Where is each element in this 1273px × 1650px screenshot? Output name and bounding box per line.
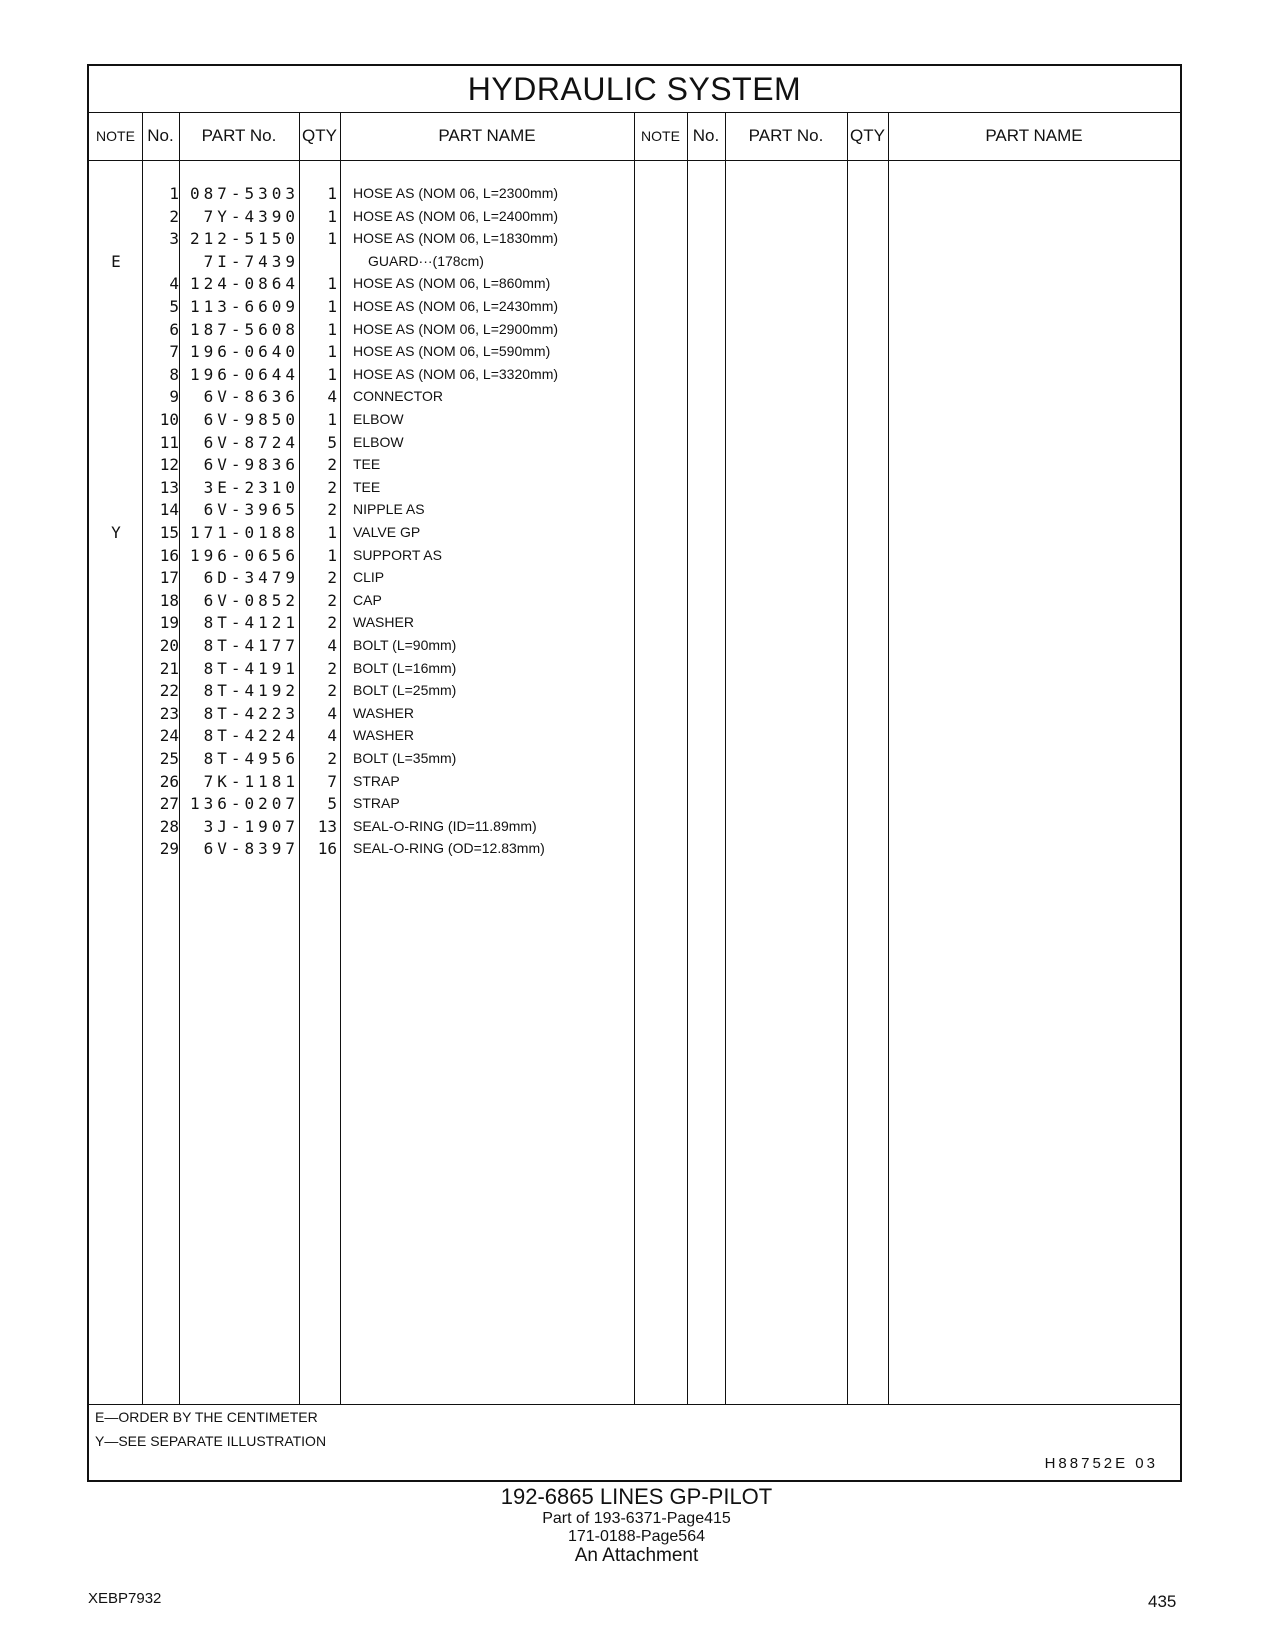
row-part-number: 6V-9850 bbox=[203, 410, 299, 429]
footnote-y: Y—SEE SEPARATE ILLUSTRATION bbox=[95, 1433, 327, 1449]
row-part-number: 8T-4223 bbox=[203, 703, 299, 723]
header-part-name: PART NAME bbox=[438, 126, 536, 145]
row-number: 25 bbox=[159, 749, 179, 768]
row-part-number: 3J-1907 bbox=[203, 816, 299, 836]
row-quantity: 1 bbox=[327, 206, 337, 226]
footnote-e: E—ORDER BY THE CENTIMETER bbox=[95, 1409, 318, 1425]
row-part-number: 6V-8724 bbox=[203, 432, 299, 452]
row-part-name: SEAL-O-RING (ID=11.89mm) bbox=[353, 817, 537, 834]
table-row bbox=[89, 815, 689, 838]
row-part-name: HOSE AS (NOM 06, L=1830mm) bbox=[353, 230, 559, 247]
row-quantity: 1 bbox=[327, 319, 337, 339]
row-part-number: 3E-2310 bbox=[203, 477, 299, 497]
table-row bbox=[89, 476, 689, 499]
row-part-name: HOSE AS (NOM 06, L=2900mm) bbox=[353, 320, 559, 337]
row-part-name: ELBOW bbox=[353, 433, 404, 450]
row-part-name: BOLT (L=90mm) bbox=[353, 637, 457, 653]
table-footer bbox=[89, 1404, 1180, 1472]
row-number: 28 bbox=[159, 816, 179, 836]
row-part-number: 8T-4192 bbox=[203, 681, 299, 701]
table-row bbox=[89, 566, 689, 589]
table-row bbox=[89, 611, 689, 634]
header-no-right: No. bbox=[692, 126, 720, 145]
row-number: 22 bbox=[159, 681, 179, 701]
table-row bbox=[89, 679, 689, 702]
row-quantity: 2 bbox=[327, 500, 337, 520]
row-part-name: WASHER bbox=[353, 727, 414, 744]
table-row bbox=[89, 770, 689, 793]
column-divider bbox=[847, 112, 848, 1404]
row-number: 24 bbox=[159, 726, 179, 746]
header-note: NOTE bbox=[96, 128, 135, 144]
page-number: 435 bbox=[1148, 1592, 1177, 1611]
table-row bbox=[89, 431, 689, 454]
row-quantity: 4 bbox=[327, 726, 337, 746]
row-quantity: 4 bbox=[327, 636, 337, 655]
row-quantity: 2 bbox=[327, 455, 337, 475]
parts-table bbox=[87, 64, 1182, 1482]
row-part-name: BOLT (L=35mm) bbox=[353, 750, 457, 766]
row-part-number: 6V-0852 bbox=[203, 590, 299, 610]
row-part-name: HOSE AS (NOM 06, L=2300mm) bbox=[353, 185, 559, 201]
row-quantity: 13 bbox=[317, 816, 337, 836]
row-part-name: HOSE AS (NOM 06, L=860mm) bbox=[353, 275, 551, 292]
row-part-name: BOLT (L=16mm) bbox=[353, 659, 457, 676]
header-part-name-right: PART NAME bbox=[985, 126, 1083, 145]
row-part-number: 124-0864 bbox=[189, 274, 299, 294]
row-number: 8 bbox=[169, 364, 179, 384]
row-quantity: 5 bbox=[327, 432, 337, 452]
drawing-code: H88752E 03 bbox=[1044, 1455, 1158, 1472]
row-part-name: SUPPORT AS bbox=[353, 546, 442, 563]
row-number: 2 bbox=[169, 206, 179, 226]
row-quantity: 2 bbox=[327, 590, 337, 610]
row-number: 4 bbox=[169, 274, 179, 294]
row-quantity: 1 bbox=[327, 523, 337, 542]
table-row bbox=[89, 385, 689, 408]
table-row bbox=[89, 295, 689, 318]
row-part-name: HOSE AS (NOM 06, L=2430mm) bbox=[353, 298, 559, 314]
row-part-number: 212-5150 bbox=[189, 229, 299, 249]
row-number: 16 bbox=[159, 545, 179, 565]
row-part-number: 087-5303 bbox=[189, 184, 299, 203]
row-quantity: 5 bbox=[327, 794, 337, 814]
row-part-number: 6D-3479 bbox=[203, 568, 299, 588]
row-part-number: 113-6609 bbox=[189, 297, 299, 316]
table-row bbox=[89, 634, 689, 657]
row-part-number: 6V-9836 bbox=[203, 455, 299, 475]
row-quantity: 1 bbox=[327, 364, 337, 384]
row-part-name: TEE bbox=[353, 478, 381, 495]
row-number: 9 bbox=[169, 387, 179, 407]
row-quantity: 2 bbox=[327, 568, 337, 588]
caption-title: 192-6865 LINES GP-PILOT bbox=[500, 1484, 773, 1509]
row-number: 3 bbox=[169, 229, 179, 249]
table-row bbox=[89, 724, 689, 747]
row-quantity: 2 bbox=[327, 749, 337, 768]
table-row bbox=[89, 318, 689, 341]
row-quantity: 4 bbox=[327, 703, 337, 723]
row-number: 12 bbox=[159, 455, 179, 475]
row-quantity: 2 bbox=[327, 477, 337, 497]
row-part-name: HOSE AS (NOM 06, L=590mm) bbox=[353, 343, 551, 360]
row-part-name: STRAP bbox=[353, 772, 400, 789]
row-number: 17 bbox=[159, 568, 179, 588]
row-quantity: 16 bbox=[317, 839, 337, 859]
row-quantity: 2 bbox=[327, 658, 337, 678]
table-row bbox=[89, 227, 689, 250]
row-quantity: 1 bbox=[327, 184, 337, 203]
table-row bbox=[89, 589, 689, 612]
table-row bbox=[89, 340, 689, 363]
row-number: 19 bbox=[159, 613, 179, 633]
table-row bbox=[89, 363, 689, 386]
row-part-number: 7Y-4390 bbox=[203, 206, 299, 226]
row-quantity: 1 bbox=[327, 410, 337, 429]
row-quantity: 2 bbox=[327, 681, 337, 701]
row-part-number: 171-0188 bbox=[189, 523, 299, 542]
column-divider bbox=[888, 112, 889, 1404]
table-row bbox=[89, 272, 689, 295]
header-note-right: NOTE bbox=[641, 128, 680, 144]
header-qty-right: QTY bbox=[850, 126, 885, 145]
caption-part-of: Part of 193-6371-Page415 bbox=[542, 1510, 731, 1527]
row-number: 20 bbox=[159, 636, 179, 655]
row-quantity: 1 bbox=[327, 342, 337, 362]
row-quantity: 1 bbox=[327, 229, 337, 249]
row-part-number: 8T-4191 bbox=[203, 658, 299, 678]
table-row bbox=[89, 408, 689, 431]
row-quantity: 1 bbox=[327, 274, 337, 294]
row-part-number: 136-0207 bbox=[189, 794, 299, 814]
caption-reference: 171-0188-Page564 bbox=[567, 1528, 705, 1545]
row-part-number: 6V-8636 bbox=[203, 387, 299, 407]
row-part-number: 8T-4177 bbox=[203, 636, 299, 655]
table-row bbox=[89, 657, 689, 680]
row-part-name: BOLT (L=25mm) bbox=[353, 682, 457, 699]
row-note: E bbox=[111, 251, 121, 271]
row-part-name: WASHER bbox=[353, 614, 414, 631]
row-number: 18 bbox=[159, 590, 179, 610]
document-number: XEBP7932 bbox=[88, 1590, 162, 1607]
row-quantity: 2 bbox=[327, 613, 337, 633]
row-number: 21 bbox=[159, 658, 179, 678]
row-part-number: 7K-1181 bbox=[203, 771, 299, 791]
row-quantity: 1 bbox=[327, 545, 337, 565]
table-row bbox=[89, 182, 689, 205]
table-row bbox=[89, 521, 689, 544]
row-part-name: SEAL-O-RING (OD=12.83mm) bbox=[353, 840, 545, 857]
row-quantity: 7 bbox=[327, 771, 337, 791]
table-title: HYDRAULIC SYSTEM bbox=[89, 66, 1180, 113]
row-part-name: ELBOW bbox=[353, 411, 404, 427]
row-part-number: 187-5608 bbox=[189, 319, 299, 339]
row-number: 1 bbox=[169, 184, 179, 203]
table-row bbox=[89, 498, 689, 521]
row-part-name: STRAP bbox=[353, 795, 400, 812]
row-number: 5 bbox=[169, 297, 179, 316]
row-number: 7 bbox=[169, 342, 179, 362]
row-part-name: CLIP bbox=[353, 569, 385, 586]
table-row bbox=[89, 747, 689, 770]
table-row bbox=[89, 205, 689, 228]
row-number: 27 bbox=[159, 794, 179, 814]
row-part-name: GUARD···(178cm) bbox=[368, 252, 484, 269]
row-number: 11 bbox=[159, 432, 179, 452]
row-part-name: HOSE AS (NOM 06, L=3320mm) bbox=[353, 365, 559, 382]
header-qty: QTY bbox=[302, 126, 337, 145]
row-part-name: VALVE GP bbox=[353, 524, 421, 540]
row-part-name: CAP bbox=[353, 591, 382, 608]
row-part-name: TEE bbox=[353, 456, 381, 473]
row-number: 15 bbox=[159, 523, 179, 542]
row-part-number: 8T-4224 bbox=[203, 726, 299, 746]
caption-attachment: An Attachment bbox=[574, 1545, 699, 1566]
row-number: 6 bbox=[169, 319, 179, 339]
table-row bbox=[89, 544, 689, 567]
table-row bbox=[89, 702, 689, 725]
column-divider bbox=[725, 112, 726, 1404]
header-no: No. bbox=[147, 126, 174, 145]
row-part-number: 7I-7439 bbox=[203, 251, 299, 271]
row-number: 26 bbox=[159, 771, 179, 791]
table-row bbox=[89, 453, 689, 476]
table-row bbox=[89, 792, 689, 815]
row-number: 10 bbox=[159, 410, 179, 429]
header-part-no-right: PART No. bbox=[748, 126, 824, 145]
row-part-number: 196-0656 bbox=[189, 545, 299, 565]
row-number: 14 bbox=[159, 500, 179, 520]
row-quantity: 4 bbox=[327, 387, 337, 407]
row-number: 13 bbox=[159, 477, 179, 497]
row-part-name: WASHER bbox=[353, 704, 414, 721]
row-part-number: 6V-3965 bbox=[203, 500, 299, 520]
row-part-name: HOSE AS (NOM 06, L=2400mm) bbox=[353, 207, 559, 224]
row-part-number: 8T-4121 bbox=[203, 613, 299, 633]
row-number: 23 bbox=[159, 703, 179, 723]
row-part-number: 8T-4956 bbox=[203, 749, 299, 768]
row-part-number: 6V-8397 bbox=[203, 839, 299, 859]
row-part-name: CONNECTOR bbox=[353, 388, 443, 405]
header-part-no: PART No. bbox=[201, 126, 277, 145]
row-part-name: NIPPLE AS bbox=[353, 501, 425, 518]
row-quantity: 1 bbox=[327, 297, 337, 316]
table-row bbox=[89, 250, 689, 273]
row-part-number: 196-0640 bbox=[189, 342, 299, 362]
row-note: Y bbox=[111, 523, 121, 542]
row-part-number: 196-0644 bbox=[189, 364, 299, 384]
table-row bbox=[89, 837, 689, 860]
row-number: 29 bbox=[159, 839, 179, 859]
